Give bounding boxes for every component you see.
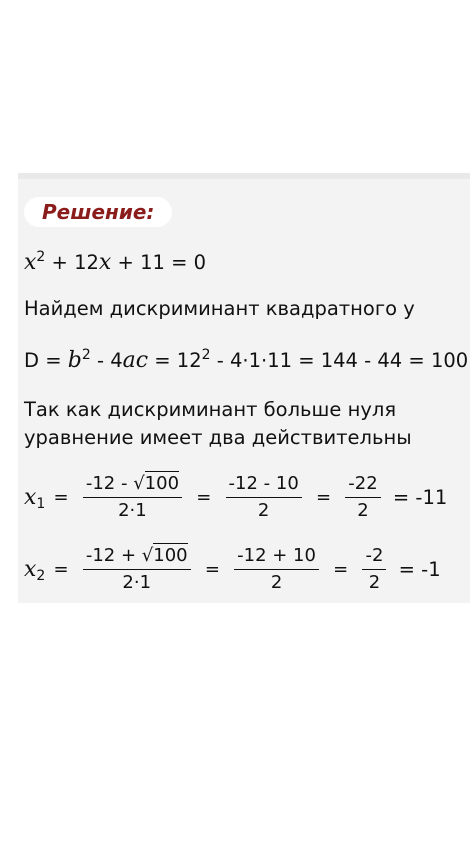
root2-formula-denominator: 2·1 [122, 572, 152, 593]
equation-exponent: 2 [36, 249, 46, 265]
root1-equals-1: = [53, 487, 69, 508]
root2-lhs [24, 557, 46, 584]
root2-sub-denominator: 2 [270, 572, 283, 593]
root1-equals-3: = [315, 487, 332, 508]
root2-result: = -1 [398, 558, 441, 581]
solution-card [18, 173, 470, 603]
root1-subscript: 1 [36, 496, 46, 512]
root1-formula-num-text: -12 - [85, 473, 134, 494]
discriminant-exponent-2: 2 [201, 347, 211, 363]
equation-term: + 12 [45, 251, 99, 274]
discriminant-prefix: D = [24, 349, 68, 372]
root1-formula-numerator [83, 471, 182, 498]
root2-fraction-simplified [362, 543, 386, 596]
discriminant-var-ac: ac [122, 348, 149, 373]
root2-subscript: 2 [36, 568, 46, 584]
root1-formula-denominator: 2·1 [118, 500, 147, 521]
root2-fraction-formula [83, 543, 191, 596]
discriminant-var-b: b [67, 348, 82, 373]
root2-formula-num-text: -12 + [85, 545, 142, 566]
sqrt-symbol: √ [141, 545, 154, 566]
root2-simplified-denominator: 2 [368, 572, 381, 593]
root1-sub-denominator: 2 [257, 500, 270, 521]
card-top-border [18, 173, 470, 179]
root2-equals-1: = [53, 559, 69, 580]
root2-equals-3: = [333, 559, 349, 580]
root2-sub-numerator: -12 + 10 [234, 543, 319, 570]
root2-fraction-sub [234, 543, 319, 596]
discriminant-tail: - 4·1·11 = 144 - 44 = 100 [210, 349, 469, 372]
equation-tail: + 11 = 0 [111, 251, 207, 274]
root2-formula-numerator [83, 543, 191, 570]
root1-fraction-formula [83, 471, 182, 524]
root1-sqrt-argument: 100 [144, 473, 180, 494]
root1-result: = -11 [392, 486, 448, 509]
sentence-find-discriminant: Найдем дискриминант квадратного у [24, 297, 415, 320]
solution-heading-badge: Решение: [24, 197, 172, 227]
root1-fraction-simplified [345, 471, 380, 524]
root1-lhs [24, 485, 46, 512]
root2-sqrt-argument: 100 [153, 545, 188, 566]
discriminant-b-exponent: 2 [81, 347, 91, 363]
root1-equals-2: = [196, 487, 212, 508]
root2-equals-2: = [204, 559, 220, 580]
discriminant-eq: = 12 [148, 349, 202, 372]
root2-simplified-numerator: -2 [362, 543, 386, 570]
root1-fraction-sub [226, 471, 302, 524]
root1-line [24, 471, 447, 524]
root1-simplified-numerator: -22 [345, 471, 380, 498]
discriminant-mid: - 4 [90, 349, 123, 372]
sentence-discriminant-positive: Так как дискриминант больше нуля [24, 398, 397, 421]
equation-var-x2: x [98, 250, 112, 275]
discriminant-line [24, 349, 468, 373]
equation-line [24, 251, 206, 275]
sentence-two-real-roots: уравнение имеет два действительны [24, 426, 412, 449]
root2-line [24, 543, 441, 596]
root1-simplified-denominator: 2 [357, 500, 369, 521]
equation-var-x: x [24, 250, 37, 275]
sqrt-symbol: √ [133, 473, 145, 494]
root1-var: x [24, 485, 37, 510]
root1-sub-numerator: -12 - 10 [226, 471, 302, 498]
root2-var: x [24, 557, 37, 582]
